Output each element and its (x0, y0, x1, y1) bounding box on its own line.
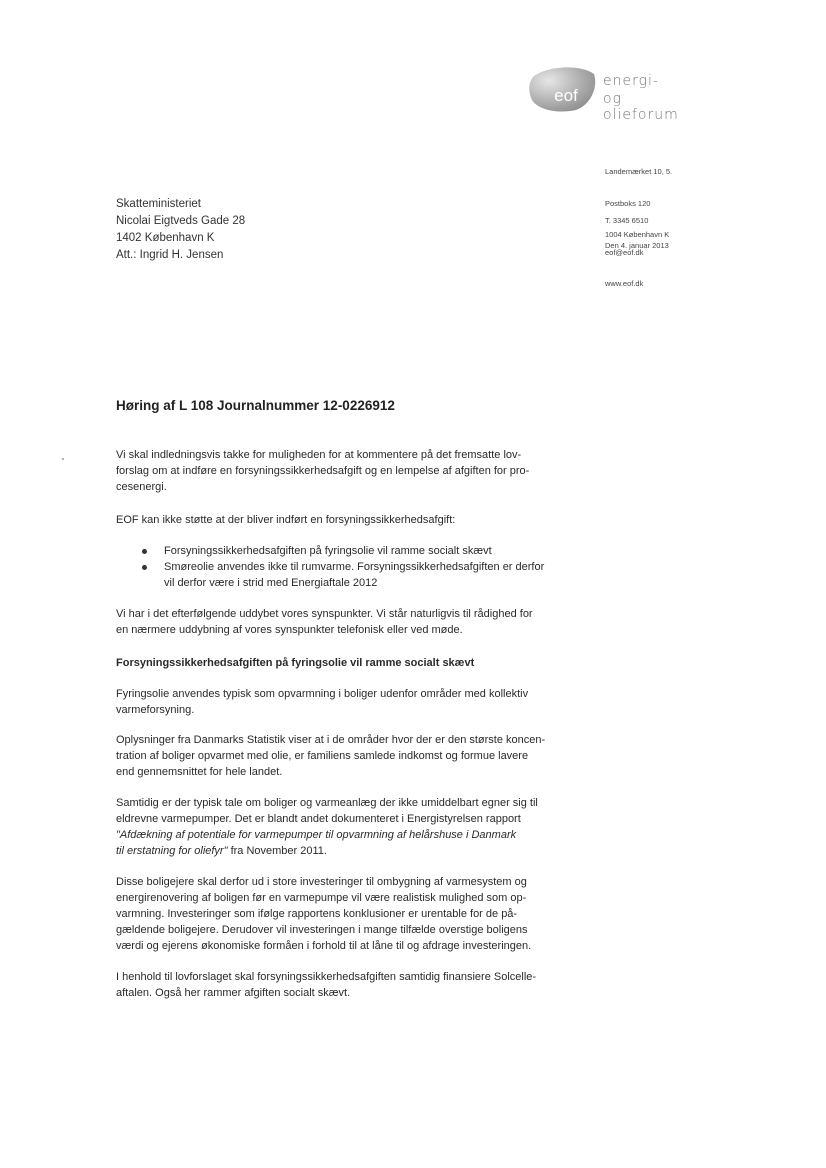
text-line (116, 827, 616, 843)
text-line: varmeforsyning. (116, 704, 195, 716)
text-line: aftalen. Også her rammer afgiften socialt skævt. (116, 987, 351, 999)
letterhead-logo (528, 64, 698, 123)
report-title: til erstatning for oliefyr" (116, 845, 228, 857)
paragraph-solar-agreement (116, 969, 616, 1001)
text-line: I henhold til lovforslaget skal forsyningssikkerhedsafgiften samtidig finansiere Solcelle- (116, 971, 537, 983)
recipient-line: Att.: Ingrid H. Jensen (116, 249, 224, 261)
text-line: eldrevne varmepumper. Det er blandt andet dokumenteret i Energistyrelsen rapport (116, 813, 521, 825)
address-line: Postboks 120 (605, 198, 651, 208)
bullet-text: vil derfor være i strid med Energiaftale 2012 (164, 577, 378, 589)
text-line: varmning. Investeringer som ifølge rapportens konklusioner er urentable for de på- (116, 908, 518, 920)
text-line: Forsyningssikkerhedsafgiften på fyringsolie vil ramme socialt skævt (116, 657, 475, 669)
email-address: eof@eof.dk (605, 247, 644, 257)
scan-speck (62, 458, 64, 460)
text-line: gældende boligejere. Derudover vil investeringen i mange tilfælde overstige boligens (116, 924, 528, 936)
letter-date: Den 4. januar 2013 (605, 241, 669, 250)
text-line: forslag om at indføre en forsyningssikkerhedsafgift og en lempelse af afgiften for pro- (116, 465, 530, 477)
text-line: end gennemsnittet for hele landet. (116, 766, 283, 778)
bullet-icon (142, 549, 147, 554)
text-line: tration af boliger opvarmet med olie, er familiens samlede indkomst og formue lavere (116, 750, 529, 762)
text-line: Samtidig er der typisk tale om boliger og varmeanlæg der ikke umiddelbart egner sig til (116, 797, 538, 809)
text-line: Fyringsolie anvendes typisk som opvarmning i boliger udenfor områder med kollektiv (116, 688, 529, 700)
recipient-line: Nicolai Eigtveds Gade 28 (116, 215, 246, 227)
paragraph-statistics (116, 732, 616, 780)
org-name-line1: energi- (603, 73, 659, 89)
intro-paragraph (116, 447, 616, 495)
address-line: 1004 København K (605, 230, 670, 239)
svg-text:eof: eof (554, 86, 578, 105)
text-line: energirenovering af boligen før en varmepumpe vil være realistisk mulighed som op- (116, 892, 527, 904)
paragraph-heating-oil-usage (116, 686, 616, 718)
text-line: EOF kan ikke støtte at der bliver indført en forsyningssikkerhedsafgift: (116, 514, 456, 526)
followup-paragraph (116, 606, 616, 638)
report-title: "Afdækning af potentiale for varmepumper til opvarmning af helårshuse i Danmark (116, 829, 517, 841)
eof-logo-icon (528, 66, 598, 112)
paragraph-investments (116, 874, 616, 954)
org-name-line2: og olieforum (603, 91, 679, 123)
phone-number: T. 3345 6510 (605, 216, 649, 225)
bullet-icon (142, 565, 147, 570)
stance-paragraph (116, 512, 616, 528)
website: www.eof.dk (605, 279, 644, 288)
letter-title: Høring af L 108 Journalnummer 12-0226912 (116, 398, 395, 413)
text-line: en nærmere uddybning af vores synspunkter telefonisk eller ved møde. (116, 624, 463, 636)
text-line: Oplysninger fra Danmarks Statistik viser at i de områder hvor der er den største koncen- (116, 734, 546, 746)
text-line: værdi og ejerens økonomiske formåen i forhold til at låne til og afdrage investeringen. (116, 940, 532, 952)
section-heading (116, 655, 616, 671)
report-date: fra November 2011. (227, 845, 327, 857)
recipient-line: 1402 København K (116, 232, 215, 244)
recipient-address (116, 196, 245, 264)
recipient-line: Skatteministeriet (116, 198, 202, 210)
bullet-text: Smøreolie anvendes ikke til rumvarme. Forsyningssikkerhedsafgiften er derfor (164, 561, 545, 573)
text-line: Disse boligejere skal derfor ud i store investeringer til ombygning af varmesystem og (116, 876, 527, 888)
paragraph-heat-pump-report (116, 795, 616, 859)
text-line (116, 843, 616, 859)
text-line: Vi skal indledningsvis takke for muligheden for at kommentere på det fremsatte lov- (116, 449, 522, 461)
bullet-text: Forsyningssikkerhedsafgiften på fyringsolie vil ramme socialt skævt (164, 545, 492, 557)
text-line: Vi har i det efterfølgende uddybet vores synspunkter. Vi står naturligvis til rådighed for (116, 608, 533, 620)
address-line: Landemærket 10, 5. (605, 167, 673, 176)
text-line: cesenergi. (116, 481, 167, 493)
